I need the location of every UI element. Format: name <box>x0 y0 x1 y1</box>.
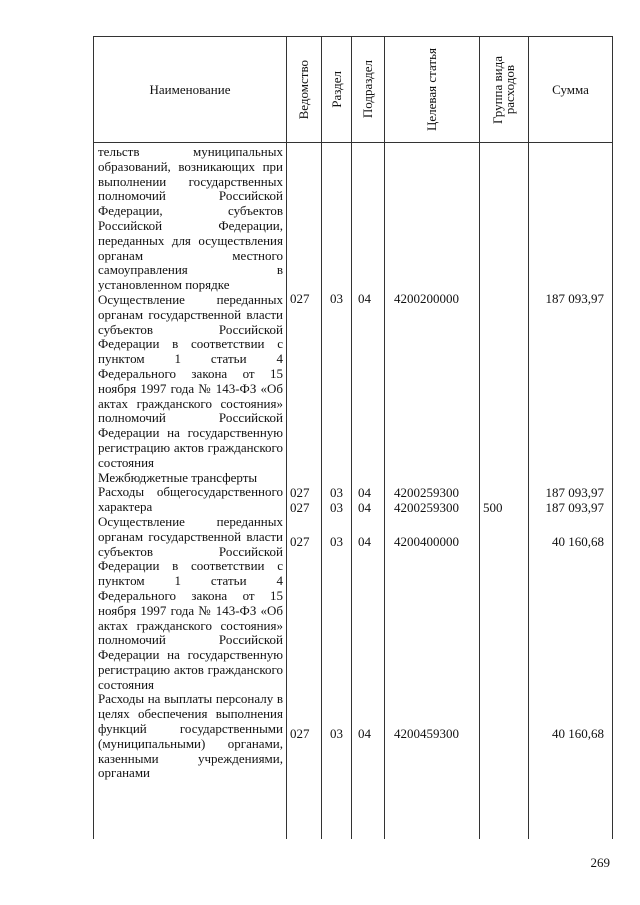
description-text: Осуществление переданных органам государственной власти субъектов Российской Федерации в соответствии с пунктом 1 статьи 4 Федерального закона от 15 ноября 1997 года № 143-ФЗ «Об актах гражданского состояния» полномочий Российской Федерации на государственную регистрацию актов гражданского состояния <box>98 291 283 470</box>
description-text: Межбюджетные трансферты <box>98 469 258 485</box>
row-2-vedomstvo: 027 <box>290 500 310 515</box>
row-4-summa: 40 160,68 <box>552 726 604 741</box>
row-2-gruppa: 500 <box>483 500 503 515</box>
row-1-podrazdel: 04 <box>358 485 371 500</box>
description-text: Осуществление переданных органам государственной власти субъектов Российской Федерации в соответствии с пунктом 1 статьи 4 Федерального закона от 15 ноября 1997 года № 143-ФЗ «Об актах гражданского состояния» полномочий Российской Федерации на государственную регистрацию актов гражданского состояния <box>98 513 283 692</box>
header-gruppa-vida-rashodov: Группа вида расходов <box>480 37 529 143</box>
name-column <box>94 143 287 840</box>
row-3-vedomstvo: 027 <box>290 534 310 549</box>
row-4-podrazdel: 04 <box>358 726 371 741</box>
table-header-row <box>94 37 613 143</box>
header-celevaya-statya: Целевая статья <box>385 37 480 143</box>
row-4-razdel: 03 <box>330 726 343 741</box>
row-0-summa: 187 093,97 <box>545 291 604 306</box>
budget-table <box>93 36 613 839</box>
gruppa-column <box>480 143 529 840</box>
row-3-summa: 40 160,68 <box>552 534 604 549</box>
row-3-celevaya: 4200400000 <box>394 534 459 549</box>
row-3-podrazdel: 04 <box>358 534 371 549</box>
row-3-razdel: 03 <box>330 534 343 549</box>
row-2-razdel: 03 <box>330 500 343 515</box>
description-text: тельств муниципальных образований, возникающих при выполнении государственных полномочий Российской Федерации, субъектов Российской Федерации, переданных для осуществления органам местного самоуправления в установленном порядке <box>98 144 283 293</box>
header-summa: Сумма <box>529 37 613 143</box>
row-0-celevaya: 4200200000 <box>394 291 459 306</box>
row-0-vedomstvo: 027 <box>290 291 310 306</box>
table-body-row <box>94 143 613 840</box>
header-razdel: Раздел <box>322 37 352 143</box>
row-2-summa: 187 093,97 <box>545 500 604 515</box>
row-4-vedomstvo: 027 <box>290 726 310 741</box>
row-0-podrazdel: 04 <box>358 291 371 306</box>
row-1-vedomstvo: 027 <box>290 485 310 500</box>
row-1-celevaya: 4200259300 <box>394 485 459 500</box>
row-1-razdel: 03 <box>330 485 343 500</box>
row-0-razdel: 03 <box>330 291 343 306</box>
header-vedomstvo: Ведомство <box>287 37 322 143</box>
header-podrazdel: Подраздел <box>352 37 385 143</box>
header-name: Наименование <box>94 37 287 143</box>
row-2-celevaya: 4200259300 <box>394 500 459 515</box>
page-number: 269 <box>590 855 610 870</box>
row-2-podrazdel: 04 <box>358 500 371 515</box>
row-1-summa: 187 093,97 <box>545 485 604 500</box>
description-text: Расходы общегосударственного характера <box>98 484 283 515</box>
row-4-celevaya: 4200459300 <box>394 726 459 741</box>
description-text: Расходы на выплаты персоналу в целях обеспечения выполнения функций государственными (муниципальными) органами, казенными учреждениями, органами <box>98 691 283 781</box>
